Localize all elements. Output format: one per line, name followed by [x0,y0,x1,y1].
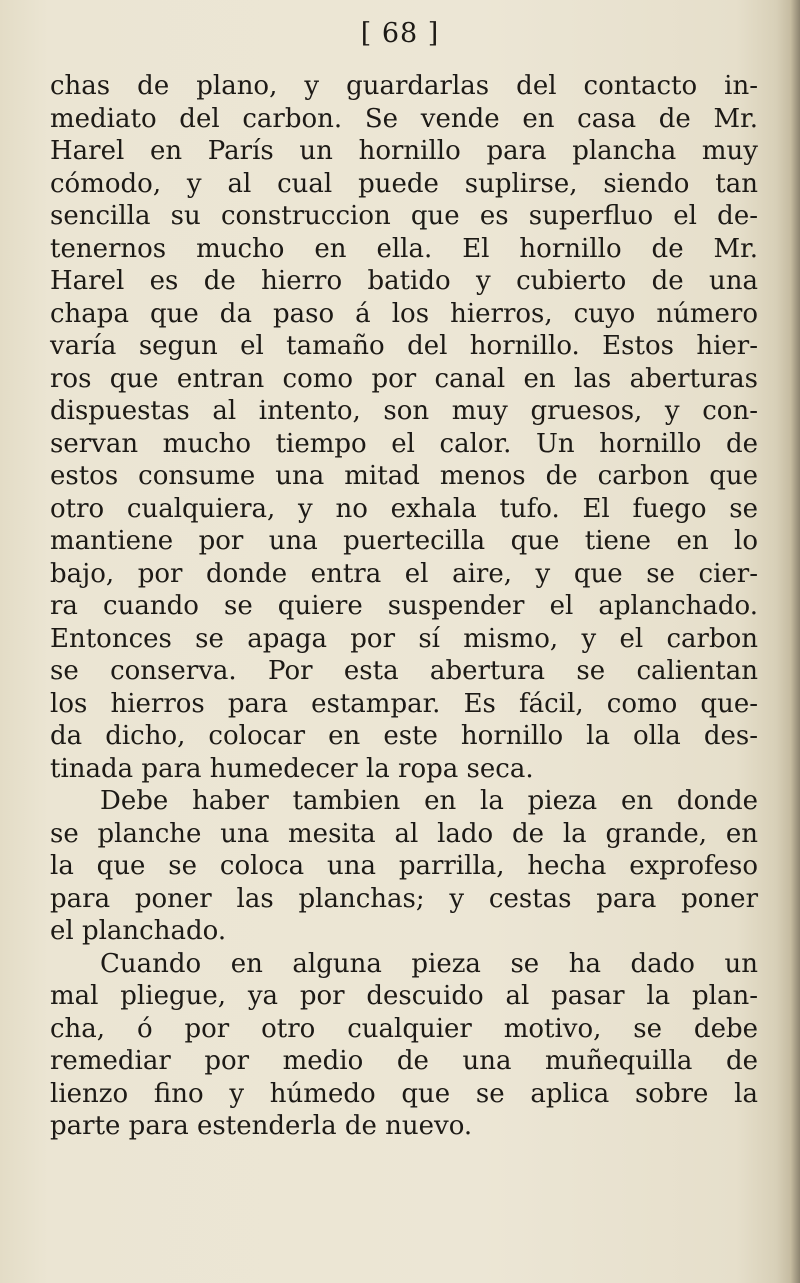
page-edge-shadow [790,0,800,1283]
text-line: se conserva. Por esta abertura se calientan [50,656,758,686]
text-line: Harel en París un hornillo para plancha muy [50,136,758,166]
text-line: Debe haber tambien en la pieza en donde [100,786,758,816]
text-line: sencilla su construccion que es superfluo el de- [50,201,758,231]
text-line: chapa que da paso á los hierros, cuyo número [50,298,758,329]
text-line: ra cuando se quiere suspender el aplanchado. [50,591,758,621]
text-line: para poner las planchas; y cestas para poner [50,883,758,914]
text-line: mantiene por una puertecilla que tiene en lo [50,526,758,556]
text-line: parte para estenderla de nuevo. [50,1111,473,1141]
text-line: lienzo fino y húmedo que se aplica sobre la [50,1078,758,1109]
text-line: el planchado. [50,916,227,946]
text-line: cómodo, y al cual puede suplirse, siendo tan [50,168,758,199]
text-line: dispuestas al intento, son muy gruesos, y con- [50,396,758,426]
text-line: bajo, por donde entra el aire, y que se cier- [50,558,758,589]
text-line: servan mucho tiempo el calor. Un hornillo de [50,428,758,459]
text-line: tinada para humedecer la ropa seca. [50,753,534,784]
text-line: otro cualquiera, y no exhala tufo. El fuego se [50,493,758,524]
text-line: remediar por medio de una muñequilla de [50,1046,758,1076]
text-line: los hierros para estampar. Es fácil, como que- [50,688,758,719]
text-line: Harel es de hierro batido y cubierto de una [50,266,758,296]
text-line: varía segun el tamaño del hornillo. Estos hier- [50,331,758,361]
page-number: [ 68 ] [360,18,440,49]
text-line: mal pliegue, ya por descuido al pasar la plan- [50,981,758,1011]
text-line: se planche una mesita al lado de la grande, en [50,818,758,849]
text-line: estos consume una mitad menos de carbon que [50,461,758,491]
text-line: chas de plano, y guardarlas del contacto in- [50,71,758,101]
text-line: Entonces se apaga por sí mismo, y el carbon [50,623,758,654]
text-line: la que se coloca una parrilla, hecha exprofeso [50,851,758,881]
text-line: ros que entran como por canal en las aberturas [50,363,758,394]
text-line: tenernos mucho en ella. El hornillo de Mr. [50,233,758,264]
text-line: da dicho, colocar en este hornillo la olla des- [50,721,758,751]
body-text [50,70,758,1143]
text-line: cha, ó por otro cualquier motivo, se debe [50,1013,758,1044]
text-line: Cuando en alguna pieza se ha dado un [100,948,758,979]
text-line: mediato del carbon. Se vende en casa de Mr. [50,103,758,134]
